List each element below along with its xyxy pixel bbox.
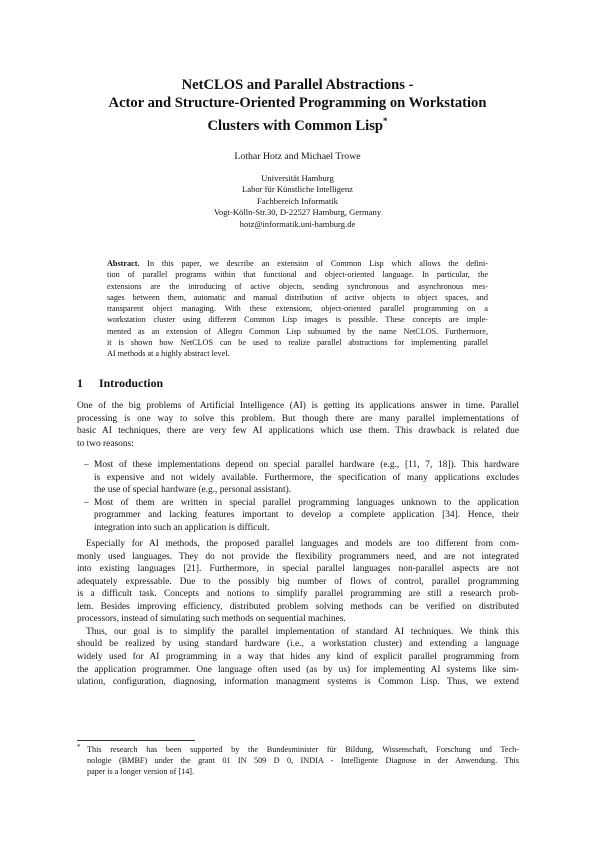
paragraph-line: basic AI techniques, there are very few AI applications which use them. This drawback is related due	[77, 426, 519, 437]
bullet-item-1	[84, 459, 519, 497]
paragraph-line: the application programmer. One language often used (as by us) for implementing AI systems like sim-	[77, 664, 519, 675]
title-footnote-mark: *	[383, 116, 388, 126]
bullet-line: the use of special hardware (e.g., personal assistant).	[94, 485, 292, 496]
bullet-dash: –	[84, 497, 89, 508]
affiliation-university: Universität Hamburg	[261, 173, 334, 183]
paragraph-3	[77, 626, 519, 689]
paragraph-line: monly used languages. They do not provide the flexibility programmers need, and are not integrated	[77, 551, 519, 562]
paragraph-line: One of the big problems of Artificial Intelligence (AI) is getting its applications answer in time. Parallel	[77, 401, 519, 411]
bullet-item-2	[84, 497, 519, 535]
paragraph-line: should be realized by using standard hardware (i.e., a workstation cluster) and extending a language	[77, 639, 519, 650]
affiliation-lab: Labor für Künstliche Intelligenz	[242, 184, 353, 195]
section-number: 1	[77, 376, 83, 390]
abstract-line: workstation cluster using different Common Lisp images is possible. These concepts are imple-	[107, 315, 488, 325]
affiliation	[0, 173, 595, 230]
abstract-label: Abstract.	[107, 259, 140, 268]
abstract-line	[107, 258, 488, 269]
paragraph-line: into existing languages [21]. Furthermore, in special parallel languages non-parallel aspects are not	[77, 564, 519, 575]
authors: Lothar Hotz and Michael Trowe	[234, 151, 361, 162]
paragraph-line: widely used for AI programming in a way that hides any kind of explicit parallel programming from	[77, 651, 519, 662]
abstract-line: transparent object managing. With these extensions, object-oriented parallel programming on a	[107, 304, 488, 314]
bullet-line: programmer and lacking features important to develop a complete application [34]. Hence, their	[94, 510, 519, 521]
paragraph-line: lem. Besides improving efficiency, distributed problem solving methods can be verified on distributed	[77, 601, 519, 612]
footnote-line: nologie (BMBF) under the grant 01 IN 509 D 0, INDIA - Intelligente Diagnose in der Anwendung. This	[87, 756, 519, 766]
section-title: Introduction	[99, 376, 164, 390]
paper-title	[70, 76, 525, 135]
affiliation-email[interactable]: hotz@informatik.uni-hamburg.de	[239, 218, 356, 229]
paragraph-line: ulation, configuration, diagnosing, information managment systems is Common Lisp. Thus, we extend	[77, 677, 519, 688]
paragraph-line: adequately expressable. Due to the possibly big number of flows of control, parallel programming	[77, 576, 519, 587]
affiliation-address: Vogt-Kölln-Str.30, D-22527 Hamburg, Germany	[213, 207, 382, 218]
footnote-line: paper is a longer version of [14].	[87, 767, 195, 777]
footnote-mark: *	[77, 743, 81, 751]
bullet-line: is expensive and not widely available. Furthermore, the specification of many applications excludes	[94, 472, 519, 483]
title-line-1: NetCLOS and Parallel Abstractions -	[181, 77, 414, 93]
bullet-line: Most of them are written in special parallel programming languages unknown to the application	[94, 497, 519, 508]
bullet-dash: –	[84, 460, 89, 470]
affiliation-department: Fachbereich Informatik	[257, 195, 338, 206]
abstract-line: sages between them, automatic and manual distribution of active objects to object spaces, and	[107, 292, 488, 302]
abstract-line: tion of parallel programs within that functional and object-oriented language. In particular, the	[107, 270, 488, 280]
section-heading	[77, 376, 163, 391]
footnote-line: This research has been supported by the Bundesminister für Bildung, Wissenschaft, Forschung und Tech-	[87, 745, 519, 754]
title-line-3	[70, 112, 525, 135]
bullet-line: integration into such an application is difficult.	[94, 522, 270, 533]
title-line-2: Actor and Structure-Oriented Programming on Workstation	[108, 95, 487, 111]
abstract-line: AI methods at a highly abstract level.	[107, 349, 230, 359]
paragraph-line: is a difficult task. Concepts and notions to simplify parallel programming are still a research prob-	[77, 589, 519, 600]
paragraph-line: Thus, our goal is to simplify the parallel implementation of standard AI techniques. We think this	[86, 626, 519, 637]
footnote	[77, 744, 519, 778]
abstract-line: mented as an extension of Allegro Common Lisp subsumed by the name NetCLOS. Furthermore,	[107, 326, 488, 336]
paragraph-line: Especially for AI methods, the proposed parallel languages and models are too different from com-	[86, 539, 519, 549]
abstract-line-text: In this paper, we describe an extension of Common Lisp which allows the defini-	[147, 259, 488, 268]
footnote-divider	[77, 740, 195, 741]
paragraph-line: processors, instead of simulating such methods on sequential machines.	[77, 614, 346, 625]
paragraph-2	[77, 538, 519, 626]
abstract-line: extensions are the introducing of active objects, sending synchronous and asynchronous mes-	[107, 281, 488, 291]
abstract	[107, 258, 488, 360]
bullet-line: Most of these implementations depend on special parallel hardware (e.g., [11, 7, 18]). This hardware	[94, 460, 519, 470]
paragraph-1	[77, 400, 519, 450]
title-line-3-text: Clusters with Common Lisp	[207, 117, 384, 134]
paragraph-line: processing is one way to solve this problem. But though there are many parallel implementations of	[77, 413, 519, 424]
paragraph-line: to two reasons:	[77, 438, 134, 449]
abstract-line: it is shown how NetCLOS can be used to realize parallel abstractions for implementing parallel	[107, 338, 488, 348]
